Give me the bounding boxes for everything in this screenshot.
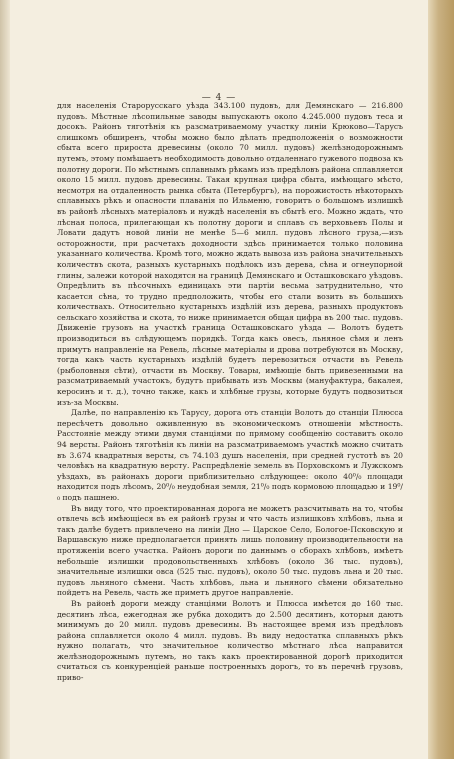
page-number: — 4 — bbox=[201, 93, 237, 103]
body-text bbox=[57, 101, 403, 684]
paragraph: для населенія Старорусскаго уѣзда 343.100 пудовъ, для Демянскаго — 216.800 пудовъ. Мѣстные лѣсопильные заводы выпускаютъ около 4.245.000 пудовъ теса и досокъ. Районъ тяготѣнія къ разсматриваемому участку линіи Крюково—Тарусъ слишкомъ обширенъ, чтобы можно было дѣлать предположенія о возможности сбыта всего прироста древесины (около 70 милл. пудовъ) желѣзнодорожнымъ путемъ, этому помѣшаетъ необходимость довольно отдаленнаго гужевого подвоза къ полотну дороги. По мѣстнымъ сплавнымъ рѣкамъ изъ предѣловъ района сплавляется около 15 милл. пудовъ древесины. Такая крупная цифра сбыта, имѣющаго мѣсто, несмотря на отдаленность рынка сбыта (Петербургъ), на порожистость нѣкоторыхъ сплавныхъ рѣкъ и опасности плаванія по Ильменю, говоритъ о большомъ излишкѣ въ районѣ лѣсныхъ матеріаловъ и нуждѣ населенія въ сбытѣ его. Можно ждать, что лѣсная полоса, прилегающая къ полотну дороги и сплавъ съ верховьевъ Полы и Ловати дадутъ новой линіи не менѣе 5—6 милл. пудовъ лѣсного груза,—изъ осторожности, при расчетахъ доходности здѣсь принимается только половина указаннаго количества. Кромѣ того, можно ждать вывоза изъ района значительныхъ количествъ скота, разныхъ кустарныхъ подѣлокъ изъ дерева, сѣна и огнеупорной глины, залежи которой находятся на границѣ Демянскаго и Осташковскаго уѣздовъ. Опредѣлить въ пѣсочныхъ единицахъ эти партіи весьма затруднительно, что касается сѣна, то трудно предположить, чтобы его стали возить въ большихъ количествахъ. Относительно кустарныхъ издѣлій изъ дерева, разныхъ продуктовъ сельскаго хозяйства и скота, то ниже принимается общая цифра въ 200 тыс. пудовъ. Движеніе грузовъ на участкѣ граница Осташковскаго уѣзда — Волотъ будетъ производиться въ слѣдующемъ порядкѣ. Тогда какъ овесъ, льняное сѣмя и ленъ примутъ направленіе на Ревель, лѣсные матеріалы и дрова потребуются въ Москву, тогда какъ часть кустарныхъ издѣлій будетъ перевозиться отчасти въ Ревель (рыболовныя сѣти), отчасти въ Москву. Товары, имѣющіе быть привезенными на разсматриваемый участокъ, будутъ прибывать изъ Москвы (мануфактура, бакалея, керосинъ и т. д.), точно также, какъ и хлѣбные грузы, которые будутъ подвозиться изъ-за Москвы. bbox=[57, 101, 403, 407]
page-binding-shadow bbox=[0, 0, 10, 759]
paragraph: Въ виду того, что проектированная дорога не можетъ разсчитывать на то, чтобы отвлечь всѣ имѣющіеся въ ея районѣ грузы и что часть излишковъ хлѣбовъ, льна и такъ далѣе будетъ привлечено на линіи Дно — Царское Село, Бологое-Псковскую и Варшавскую ниже предполагается принять лишь половину производительности на протяженіи всего участка. Районъ дороги по даннымъ о сборахъ хлѣбовъ, имѣетъ небольшіе излишки продовольственныхъ хлѣбовъ (около 36 тыс. пудовъ), значительные излишки овса (525 тыс. пудовъ), около 50 тыс. пудовъ льна и 20 тыс. пудовъ льняного сѣмени. Часть хлѣбовъ, льна и льняного сѣмени обязательно пойдетъ на Ревель, часть же приметъ другое направленіе. bbox=[57, 503, 403, 598]
document-page bbox=[10, 0, 429, 759]
paragraph: Далѣе, по направленію къ Тарусу, дорога отъ станціи Волотъ до станціи Плюсса пересѣчетъ довольно оживленную въ экономическомъ отношеніи мѣстность. Расстояніе между этими двумя станціями по прямому сообщенію составитъ около 94 версты. Районъ тяготѣнія къ линіи на разсматриваемомъ участкѣ можно считать въ 3.674 квадратныя версты, съ 74.103 душъ населенія, при средней густотѣ въ 20 человѣкъ на квадратную версту. Распредѣленіе земель въ Порховскомъ и Лужскомъ уѣздахъ, въ районахъ дороги приблизительно слѣдующее: около 40⁰/₀ площади находится подъ лѣсомъ, 20⁰/₀ неудобная земля, 21⁰/₀ подъ кормовою площадью и 19⁰/₀ подъ пашнею. bbox=[57, 408, 403, 502]
paragraph: Въ районѣ дороги между станціями Волотъ и Плюсса имѣется до 160 тыс. десятинъ лѣса, ежегодная же рубка доходитъ до 2.500 десятинъ, которыя даютъ минимумъ до 20 милл. пудовъ древесины. Въ настоящее время изъ предѣловъ района сплавляется около 4 милл. пудовъ. Въ виду недостатка сплавныхъ рѣкъ нужно полагать, что значительное количество мѣстнаго лѣса направится желѣзнодорожнымъ путемъ, но такъ какъ проектированной дорогѣ приходится считаться съ конкуренціей раньше построенныхъ дорогъ, то въ перечнѣ грузовъ, приво- bbox=[57, 598, 403, 683]
book-edge bbox=[428, 0, 454, 759]
